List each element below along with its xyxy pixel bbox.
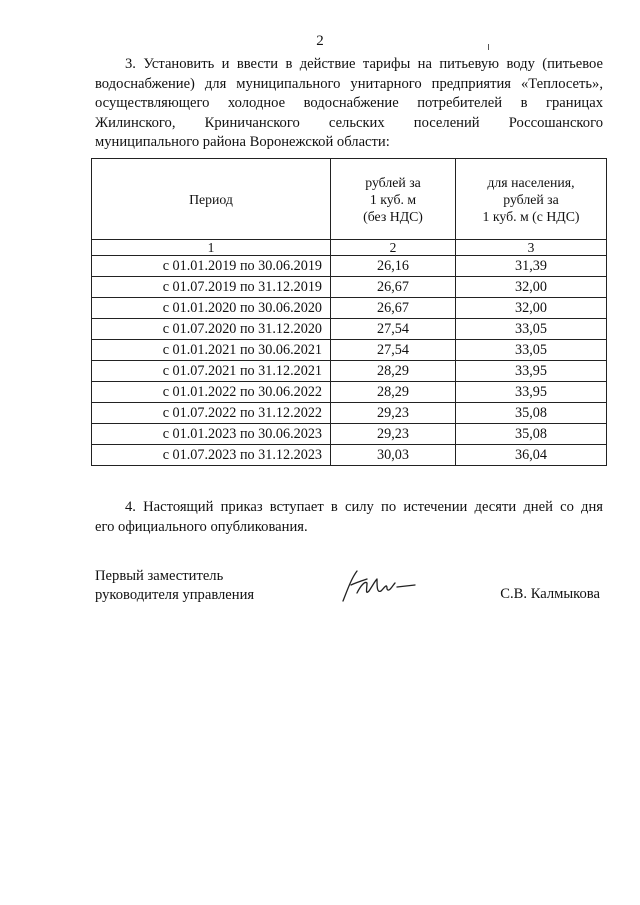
- table-row: [92, 277, 607, 298]
- price-with-vat-cell: 33,95: [456, 361, 607, 382]
- period-cell: с 01.07.2022 по 31.12.2022: [92, 403, 331, 424]
- price-with-vat-cell: 32,00: [456, 298, 607, 319]
- column-number: 2: [331, 240, 456, 256]
- period-cell: с 01.01.2020 по 30.06.2020: [92, 298, 331, 319]
- period-cell: с 01.07.2020 по 31.12.2020: [92, 319, 331, 340]
- price-without-vat-cell: 26,16: [331, 256, 456, 277]
- signatory-name: С.В. Калмыкова: [500, 586, 600, 602]
- price-without-vat-cell: 27,54: [331, 340, 456, 361]
- paragraph-4: [95, 498, 603, 537]
- column-numbers-row: [92, 240, 607, 256]
- price-with-vat-cell: 33,95: [456, 382, 607, 403]
- price-with-vat-cell: 33,05: [456, 340, 607, 361]
- paragraph-3-line: Жилинского, Криничанского сельских поселений Россошанского: [95, 114, 603, 131]
- table-row: [92, 403, 607, 424]
- signatory-title-line: Первый заместитель: [95, 568, 224, 584]
- handwritten-signature: [337, 567, 417, 607]
- price-with-vat-cell: 32,00: [456, 277, 607, 298]
- paragraph-3-line: 3. Установить и ввести в действие тарифы на питьевую воду (питьевое: [125, 56, 603, 72]
- header-text: для населения,: [487, 174, 575, 190]
- table-row: [92, 340, 607, 361]
- price-with-vat-cell: 35,08: [456, 403, 607, 424]
- table-row: [92, 424, 607, 445]
- table-row: [92, 361, 607, 382]
- price-with-vat-cell: 35,08: [456, 424, 607, 445]
- price-without-vat-cell: 30,03: [331, 445, 456, 466]
- paragraph-4-line: 4. Настоящий приказ вступает в силу по истечении десяти дней со дня: [125, 499, 603, 515]
- price-with-vat-cell: 31,39: [456, 256, 607, 277]
- price-with-vat-cell: 33,05: [456, 319, 607, 340]
- paragraph-3: [95, 55, 603, 153]
- signatory-title-line: руководителя управления: [95, 587, 255, 603]
- table-header-row: [92, 159, 607, 240]
- tariff-table: [91, 158, 607, 466]
- paragraph-3-line: осуществляющего холодное водоснабжение потребителей в границах: [95, 95, 603, 111]
- price-without-vat-cell: 26,67: [331, 277, 456, 298]
- paragraph-3-line: водоснабжение) для муниципального унитарного предприятия «Теплосеть»,: [95, 75, 603, 92]
- header-text: (без НДС): [363, 208, 423, 224]
- header-text: 1 куб. м (с НДС): [482, 208, 580, 224]
- price-without-vat-cell: 28,29: [331, 382, 456, 403]
- signatory-title: [95, 567, 254, 605]
- period-cell: с 01.07.2019 по 31.12.2019: [92, 277, 331, 298]
- header-price-without-vat: [331, 159, 456, 240]
- period-cell: с 01.01.2023 по 30.06.2023: [92, 424, 331, 445]
- tariff-rows: [92, 256, 607, 466]
- header-text: рублей за: [365, 174, 421, 190]
- price-without-vat-cell: 27,54: [331, 319, 456, 340]
- page-number: 2: [316, 33, 324, 49]
- price-without-vat-cell: 29,23: [331, 403, 456, 424]
- period-cell: с 01.01.2021 по 30.06.2021: [92, 340, 331, 361]
- header-price-with-vat: [456, 159, 607, 240]
- header-period: [92, 159, 331, 240]
- price-without-vat-cell: 29,23: [331, 424, 456, 445]
- table-row: [92, 256, 607, 277]
- period-cell: с 01.01.2019 по 30.06.2019: [92, 256, 331, 277]
- column-number: 3: [456, 240, 607, 256]
- period-cell: с 01.07.2021 по 31.12.2021: [92, 361, 331, 382]
- price-without-vat-cell: 26,67: [331, 298, 456, 319]
- paragraph-3-line: муниципального района Воронежской области:: [95, 134, 390, 150]
- period-cell: с 01.07.2023 по 31.12.2023: [92, 445, 331, 466]
- table-row: [92, 298, 607, 319]
- price-with-vat-cell: 36,04: [456, 445, 607, 466]
- header-text: рублей за: [503, 191, 559, 207]
- table-row: [92, 445, 607, 466]
- paragraph-4-line: его официального опубликования.: [95, 518, 308, 535]
- column-number: 1: [92, 240, 331, 256]
- header-period-text: Период: [189, 191, 233, 207]
- table-row: [92, 319, 607, 340]
- price-without-vat-cell: 28,29: [331, 361, 456, 382]
- stray-mark: [488, 44, 489, 50]
- table-row: [92, 382, 607, 403]
- period-cell: с 01.01.2022 по 30.06.2022: [92, 382, 331, 403]
- header-text: 1 куб. м: [369, 191, 417, 207]
